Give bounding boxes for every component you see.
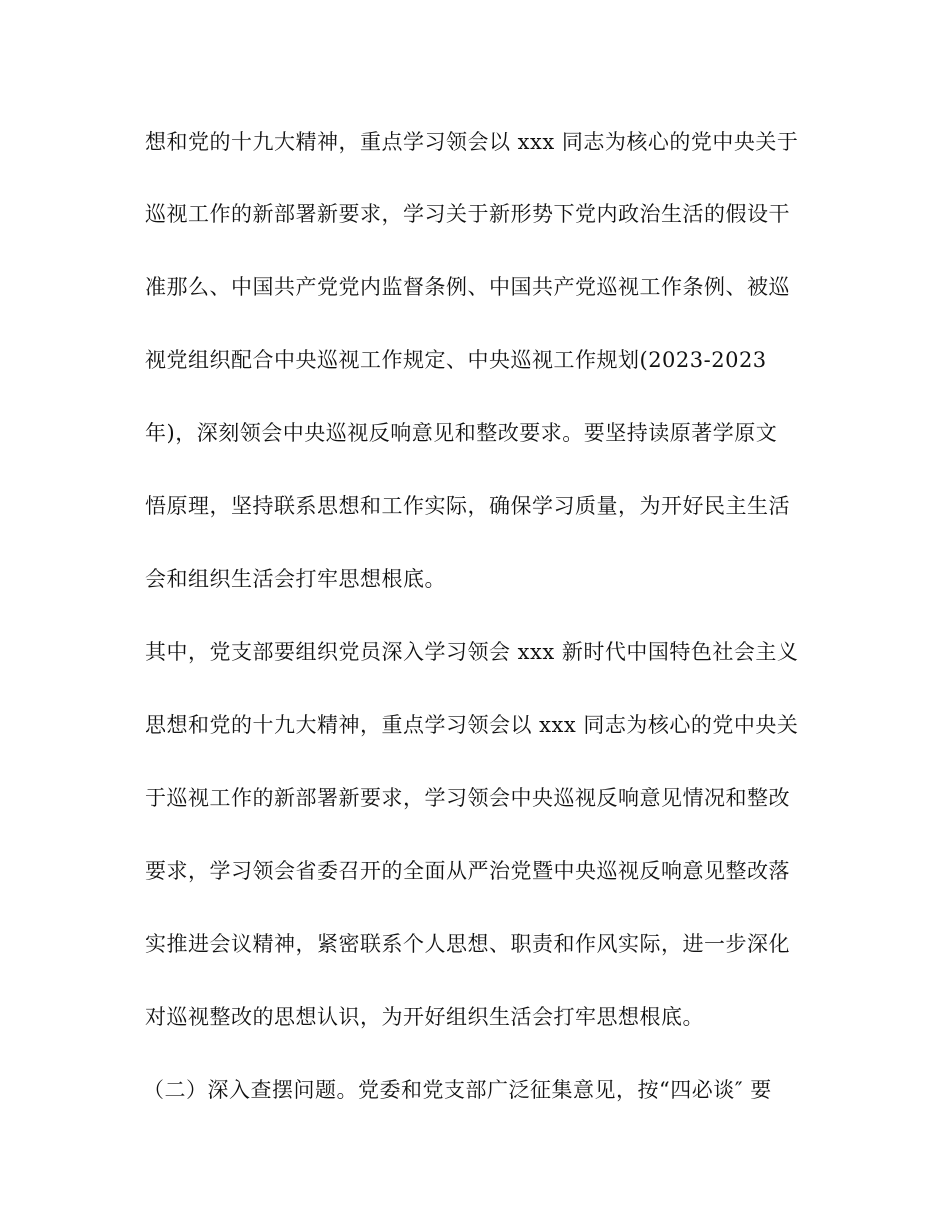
text-line: 年)，深刻领会中央巡视反响意见和整改要求。要坚持读原著学原文 — [145, 421, 778, 445]
text-line: 思想和党的十九大精神，重点学习领会以 xxx 同志为核心的党中央关 — [145, 713, 799, 737]
text-line: 巡视工作的新部署新要求，学习关于新形势下党内政治生活的假设干 — [145, 202, 790, 226]
text-line: 实推进会议精神，紧密联系个人思想、职责和作风实际，进一步深化 — [145, 932, 790, 956]
text-line: 要求，学习领会省委召开的全面从严治党暨中央巡视反响意见整改落 — [145, 859, 790, 883]
section-heading-line: （二）深入查摆问题。党委和党支部广泛征集意见，按“四必谈″ 要 — [143, 1078, 772, 1102]
text-line: 对巡视整改的思想认识，为开好组织生活会打牢思想根底。 — [145, 1005, 704, 1029]
text-line: 于巡视工作的新部署新要求，学习领会中央巡视反响意见情况和整改 — [145, 786, 790, 810]
text-line: 准那么、中国共产党党内监督条例、中国共产党巡视工作条例、被巡 — [145, 275, 790, 299]
text-line: 视党组织配合中央巡视工作规定、中央巡视工作规划(2023-2023 — [145, 348, 767, 372]
text-line: 会和组织生活会打牢思想根底。 — [145, 567, 446, 591]
text-line: 其中，党支部要组织党员深入学习领会 xxx 新时代中国特色社会主义 — [145, 640, 799, 664]
text-line: 想和党的十九大精神，重点学习领会以 xxx 同志为核心的党中央关于 — [145, 130, 799, 154]
text-line: 悟原理，坚持联系思想和工作实际，确保学习质量，为开好民主生活 — [145, 494, 790, 518]
